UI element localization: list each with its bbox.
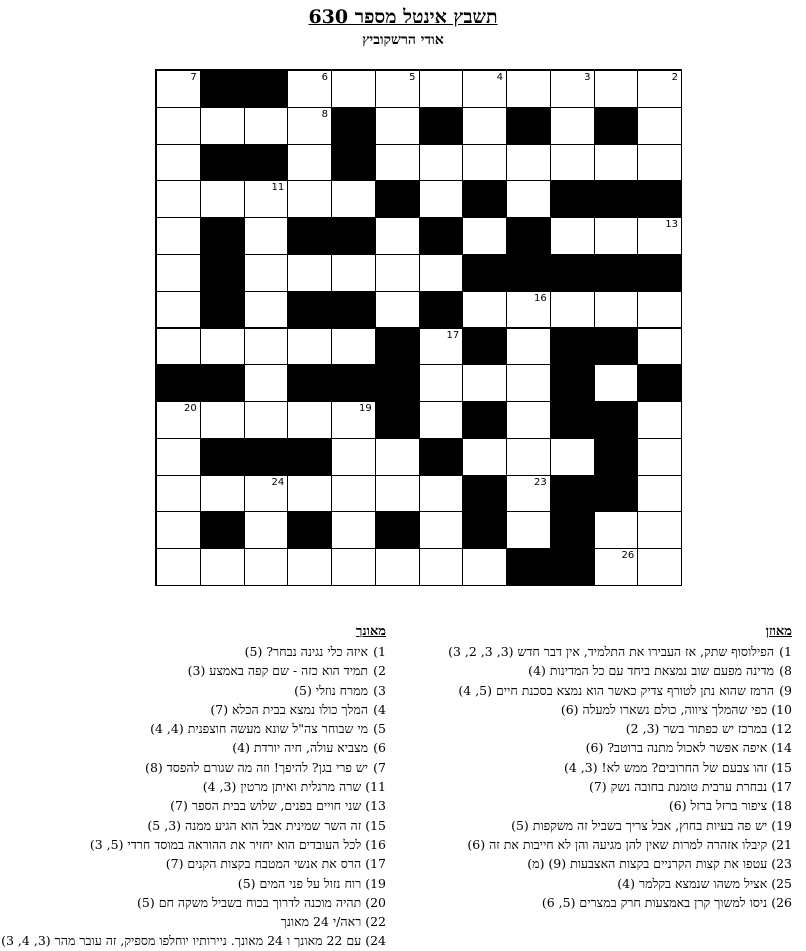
answer-cell[interactable] [419, 475, 464, 513]
down-clue [0, 719, 386, 738]
black-square [506, 254, 551, 292]
clue-number-label: 1) [779, 644, 792, 659]
clue-text: זה השר שמינית אבל הוא הגיע ממנה (3, 5) [147, 817, 362, 833]
black-square [375, 401, 420, 439]
answer-cell[interactable] [375, 475, 420, 513]
black-square [287, 217, 332, 255]
answer-cell[interactable] [156, 107, 201, 145]
black-square [550, 511, 595, 549]
black-square [637, 180, 682, 218]
clue-text: הפילוסוף שתק, אז העבירו את התלמיד, אין דבר חדש (3, 3, 2, 3) [448, 644, 775, 659]
across-clue [412, 874, 792, 893]
black-square [550, 180, 595, 218]
down-clues-section [0, 624, 386, 951]
down-clue [0, 874, 386, 893]
answer-cell[interactable] [594, 364, 639, 402]
answer-cell[interactable] [244, 475, 289, 513]
answer-cell[interactable] [375, 107, 420, 145]
down-clue [0, 681, 386, 700]
answer-cell[interactable] [506, 475, 551, 513]
clue-text: ראה/י 24 מאונך [280, 914, 362, 930]
black-square [550, 254, 595, 292]
clue-text: שרה מרגלית ואיתן מרטין (3, 4) [202, 779, 362, 795]
clue-number: 3 [584, 72, 591, 83]
clue-text: ציפור ברזל ברזל (6) [668, 798, 768, 814]
answer-cell[interactable] [506, 180, 551, 218]
clue-text: מדינה מפעם שוב נמצאת ביחד עם כל המדינות (4) [528, 663, 775, 679]
answer-cell[interactable] [594, 217, 639, 255]
answer-cell[interactable] [506, 291, 551, 329]
answer-cell[interactable] [419, 511, 464, 549]
answer-cell[interactable] [375, 144, 420, 182]
answer-cell[interactable] [375, 438, 420, 476]
answer-cell[interactable] [637, 475, 682, 513]
answer-cell[interactable] [156, 254, 201, 292]
answer-cell[interactable] [419, 548, 464, 586]
answer-cell[interactable] [462, 548, 507, 586]
answer-cell[interactable] [637, 144, 682, 182]
answer-cell[interactable] [462, 217, 507, 255]
clue-number: 20 [184, 403, 197, 415]
answer-cell[interactable] [506, 328, 551, 366]
black-square [550, 364, 595, 402]
clue-number-label: 20) [365, 894, 386, 910]
black-square [462, 475, 507, 513]
down-clue [0, 700, 386, 719]
black-square [419, 107, 464, 145]
answer-cell[interactable] [506, 438, 551, 476]
answer-cell[interactable] [156, 328, 201, 366]
clue-number-label: 22) [365, 914, 386, 930]
down-clue [0, 835, 386, 854]
clue-number: 23 [534, 476, 547, 488]
answer-cell[interactable] [331, 401, 376, 439]
clue-number-label: 16) [365, 836, 386, 852]
across-clue [412, 796, 792, 815]
clue-text: זהו צבעם של החרובים? ממש לא! (3, 4) [563, 759, 768, 775]
down-clue [0, 738, 386, 757]
clue-number: 16 [534, 292, 547, 304]
answer-cell[interactable] [331, 475, 376, 513]
clue-number-label: 15) [771, 759, 792, 775]
black-square [200, 511, 245, 549]
black-square [200, 254, 245, 292]
puzzle-title: תשבץ אינטל מספר 630 [308, 6, 498, 28]
clue-number: 5 [409, 72, 416, 83]
clue-text: הרמז שהוא נתן לטורף צדיק כאשר הוא נמצא בסכנת חיים (5, 4) [458, 682, 775, 698]
answer-cell[interactable] [462, 291, 507, 329]
black-square [287, 438, 332, 476]
answer-cell[interactable] [331, 254, 376, 292]
answer-cell[interactable] [244, 107, 289, 145]
answer-cell[interactable] [419, 401, 464, 439]
clue-number-label: 11) [365, 779, 386, 795]
black-square [462, 254, 507, 292]
clue-text: לכל העובדים הוא יחזיר את ההוראה במוסד חרדי (5, 3) [89, 836, 362, 852]
answer-cell[interactable] [594, 511, 639, 549]
answer-cell[interactable] [244, 548, 289, 586]
answer-cell[interactable] [156, 511, 201, 549]
answer-cell[interactable] [637, 548, 682, 586]
clue-text: כפי שהמלך ציווה, כולם נשארו למעלה (6) [560, 701, 768, 717]
black-square [550, 401, 595, 439]
answer-cell[interactable] [287, 475, 332, 513]
clue-number: 8 [321, 108, 328, 120]
black-square [200, 144, 245, 182]
across-clue [412, 642, 792, 661]
answer-cell[interactable] [331, 70, 376, 108]
black-square [375, 180, 420, 218]
clue-number-label: 3) [373, 682, 386, 698]
answer-cell[interactable] [637, 401, 682, 439]
clue-text: קיבלו אזהרה למרות שאין להן מגיעה והן לא חייבות את זה (6) [467, 836, 768, 852]
black-square [506, 107, 551, 145]
answer-cell[interactable] [506, 364, 551, 402]
clue-text: הרס את אנשי המטבח בקצות הקנים (7) [165, 856, 362, 872]
clue-text: שני חויים בפנים, שלוש בבית הספר (7) [170, 798, 362, 814]
clue-number-label: 17) [365, 856, 386, 872]
clue-number-label: 5) [373, 721, 386, 737]
black-square [594, 328, 639, 366]
answer-cell[interactable] [331, 548, 376, 586]
black-square [287, 364, 332, 402]
clue-text: עטפו את קצות הקרניים בקצות האצבעות (9) (מ) [527, 856, 768, 872]
clue-number-label: 12) [771, 721, 792, 737]
answer-cell[interactable] [156, 475, 201, 513]
black-square [462, 511, 507, 549]
across-clue [412, 854, 792, 873]
clue-text: איזה כלי נגינה נבחר? (5) [244, 644, 369, 659]
clue-number-label: 19) [365, 875, 386, 891]
clue-text: אציל משהו שנמצא בקלמר (4) [617, 875, 768, 891]
answer-cell[interactable] [200, 475, 245, 513]
clue-number: 24 [271, 476, 285, 488]
black-square [331, 144, 376, 182]
answer-cell[interactable] [550, 217, 595, 255]
clue-number: 22 [621, 439, 635, 451]
answer-cell[interactable] [244, 328, 289, 366]
black-square [506, 548, 551, 586]
clue-number: 19 [359, 403, 372, 415]
black-square [244, 144, 289, 182]
clue-number-label: 26) [771, 894, 792, 910]
black-square [594, 180, 639, 218]
answer-cell[interactable] [462, 364, 507, 402]
answer-cell[interactable] [156, 217, 201, 255]
black-square [419, 438, 464, 476]
across-clue [412, 661, 792, 680]
answer-cell[interactable] [331, 511, 376, 549]
clue-number-label: 7) [373, 759, 386, 775]
clue-text: תמיד הוא כזה - שם קפה באמצע (3) [187, 663, 369, 679]
answer-cell[interactable] [244, 401, 289, 439]
black-square [594, 475, 639, 513]
answer-cell[interactable] [637, 511, 682, 549]
black-square [506, 217, 551, 255]
clue-text: יש פרי בגן? להיפך! וזה מה שגורם להפסד (8) [145, 759, 369, 775]
black-square [287, 291, 332, 329]
answer-cell[interactable] [506, 144, 551, 182]
answer-cell[interactable] [200, 401, 245, 439]
answer-cell[interactable] [594, 144, 639, 182]
answer-cell[interactable] [244, 254, 289, 292]
answer-cell[interactable] [244, 364, 289, 402]
across-clue [412, 758, 792, 777]
black-square [375, 328, 420, 366]
down-clue [0, 661, 386, 680]
clue-number: 7 [190, 72, 197, 83]
answer-cell[interactable] [637, 291, 682, 329]
clue-number-label: 6) [373, 740, 386, 756]
answer-cell[interactable] [637, 107, 682, 145]
answer-cell[interactable] [287, 401, 332, 439]
answer-cell[interactable] [156, 548, 201, 586]
answer-cell[interactable] [637, 70, 682, 108]
across-clue [412, 719, 792, 738]
down-clue [0, 931, 386, 950]
clue-number-label: 2) [373, 663, 386, 679]
across-heading: מאוזן [765, 624, 792, 639]
across-clue [412, 893, 792, 912]
down-clue [0, 854, 386, 873]
black-square [462, 180, 507, 218]
down-clue [0, 758, 386, 777]
clue-text: תהיה מוכנה לדרוך בכוח בשביל משקה חם (5) [137, 894, 362, 910]
black-square [200, 70, 245, 108]
black-square [244, 70, 289, 108]
answer-cell[interactable] [244, 291, 289, 329]
black-square [594, 107, 639, 145]
black-square [244, 438, 289, 476]
black-square [331, 217, 376, 255]
clue-text: המלך כולו נמצא בבית הכלא (7) [210, 701, 369, 717]
answer-cell[interactable] [331, 438, 376, 476]
black-square [419, 217, 464, 255]
across-clue [412, 681, 792, 700]
answer-cell[interactable] [419, 70, 464, 108]
clue-number: 14 [490, 255, 503, 267]
answer-cell[interactable] [506, 511, 551, 549]
answer-cell[interactable] [287, 548, 332, 586]
black-square [594, 438, 639, 476]
answer-cell[interactable] [594, 70, 639, 108]
clue-number-label: 14) [771, 740, 792, 756]
clue-number: 4 [496, 72, 503, 83]
answer-cell[interactable] [375, 70, 420, 108]
clue-number-label: 1) [373, 644, 386, 659]
answer-cell[interactable] [156, 144, 201, 182]
clue-number-label: 25) [771, 875, 792, 891]
clue-text: ממרח נוזלי (5) [294, 682, 369, 698]
clue-number: 11 [271, 182, 285, 194]
down-clue [0, 642, 386, 661]
clue-number-label: 24) [365, 933, 386, 949]
answer-cell[interactable] [550, 107, 595, 145]
answer-cell[interactable] [156, 438, 201, 476]
puzzle-author: אודי הרשקוביץ [362, 32, 444, 48]
black-square [331, 107, 376, 145]
clue-text: ניסו למשוך קרן באמצעות חרק במצרים (5, 6) [541, 894, 768, 910]
black-square [375, 511, 420, 549]
black-square [200, 217, 245, 255]
answer-cell[interactable] [156, 401, 201, 439]
answer-cell[interactable] [419, 328, 464, 366]
down-clue [0, 796, 386, 815]
clue-text: רוח נזול על פני המים (5) [237, 875, 362, 891]
answer-cell[interactable] [375, 291, 420, 329]
answer-cell[interactable] [200, 180, 245, 218]
answer-cell[interactable] [550, 144, 595, 182]
clue-number: 10 [402, 182, 416, 194]
clue-number: 13 [665, 219, 678, 231]
black-square [375, 364, 420, 402]
black-square [550, 548, 595, 586]
answer-cell[interactable] [462, 70, 507, 108]
black-square [594, 401, 639, 439]
clue-number-label: 10) [771, 701, 792, 717]
across-clue [412, 835, 792, 854]
answer-cell[interactable] [462, 107, 507, 145]
answer-cell[interactable] [462, 144, 507, 182]
answer-cell[interactable] [550, 70, 595, 108]
answer-cell[interactable] [287, 254, 332, 292]
black-square [200, 364, 245, 402]
clue-number: 6 [321, 72, 328, 83]
clue-number-label: 18) [771, 798, 792, 814]
across-clues-section [412, 624, 792, 912]
answer-cell[interactable] [244, 511, 289, 549]
black-square [200, 438, 245, 476]
answer-cell[interactable] [637, 438, 682, 476]
down-clue [0, 816, 386, 835]
clue-number-label: 21) [771, 836, 792, 852]
down-clue-list [0, 642, 386, 951]
down-clue [0, 912, 386, 931]
black-square [550, 475, 595, 513]
black-square [287, 511, 332, 549]
answer-cell[interactable] [375, 254, 420, 292]
answer-cell[interactable] [287, 180, 332, 218]
clue-number: 17 [446, 329, 460, 341]
black-square [637, 254, 682, 292]
answer-cell[interactable] [200, 328, 245, 366]
black-square [594, 254, 639, 292]
clue-number-label: 23) [771, 856, 792, 872]
clue-number: 26 [621, 550, 635, 562]
across-clue [412, 700, 792, 719]
across-clue-list [412, 642, 792, 912]
answer-cell[interactable] [200, 107, 245, 145]
answer-cell[interactable] [419, 180, 464, 218]
clue-text: מי שבוחר צה"ל שונא מעשה חוצפנית (4, 4) [150, 721, 369, 737]
answer-cell[interactable] [550, 438, 595, 476]
across-clue [412, 816, 792, 835]
answer-cell[interactable] [419, 364, 464, 402]
black-square [331, 291, 376, 329]
answer-cell[interactable] [244, 217, 289, 255]
clue-text: במרכז יש כפתור בשר (3, 2) [625, 721, 768, 737]
answer-cell[interactable] [200, 548, 245, 586]
answer-cell[interactable] [375, 548, 420, 586]
black-square [462, 401, 507, 439]
answer-cell[interactable] [506, 70, 551, 108]
across-clue [412, 777, 792, 796]
answer-cell[interactable] [419, 144, 464, 182]
answer-cell[interactable] [287, 328, 332, 366]
answer-cell[interactable] [462, 438, 507, 476]
answer-cell[interactable] [287, 107, 332, 145]
clue-number-label: 15) [365, 817, 386, 833]
black-square [331, 364, 376, 402]
answer-cell[interactable] [506, 401, 551, 439]
answer-cell[interactable] [331, 328, 376, 366]
clue-text: נבחרת ערבית טומנת בחובה נשק (7) [588, 779, 768, 795]
black-square [156, 364, 201, 402]
answer-cell[interactable] [156, 70, 201, 108]
answer-cell[interactable] [331, 180, 376, 218]
clue-number-label: 4) [373, 701, 386, 717]
clue-number-label: 9) [779, 682, 792, 698]
across-clue [412, 738, 792, 757]
clue-text: יש פה בעיות בחוץ, אבל צריך בשביל זה משקפות (5) [511, 817, 768, 833]
answer-cell[interactable] [637, 217, 682, 255]
answer-cell[interactable] [244, 180, 289, 218]
answer-cell[interactable] [287, 144, 332, 182]
clue-number: 2 [671, 72, 678, 83]
answer-cell[interactable] [287, 70, 332, 108]
black-square [550, 328, 595, 366]
black-square [419, 291, 464, 329]
down-clue [0, 893, 386, 912]
down-heading: מאונך [356, 624, 386, 639]
clue-number-label: 13) [365, 798, 386, 814]
clue-text: עם 22 מאונך ו 24 מאונך. ניירותיו יוחלפו מספיק, זה עובר מהר (3, 4, 3) [1, 933, 362, 949]
clue-text: איפה אפשר לאכול מתנה ברוטב? (6) [585, 740, 768, 756]
answer-cell[interactable] [156, 291, 201, 329]
answer-cell[interactable] [156, 180, 201, 218]
answer-cell[interactable] [594, 291, 639, 329]
answer-cell[interactable] [594, 548, 639, 586]
answer-cell[interactable] [419, 254, 464, 292]
answer-cell[interactable] [550, 291, 595, 329]
answer-cell[interactable] [637, 328, 682, 366]
crossword-grid [155, 69, 682, 586]
clue-number-label: 8) [779, 663, 792, 679]
black-square [200, 291, 245, 329]
black-square [637, 364, 682, 402]
clue-number-label: 19) [771, 817, 792, 833]
answer-cell[interactable] [375, 217, 420, 255]
black-square [462, 328, 507, 366]
clue-text: מצביא עולה, חיה יורדת (4) [232, 740, 369, 756]
clue-number: 18 [665, 366, 678, 378]
clue-number-label: 17) [771, 779, 792, 795]
down-clue [0, 777, 386, 796]
